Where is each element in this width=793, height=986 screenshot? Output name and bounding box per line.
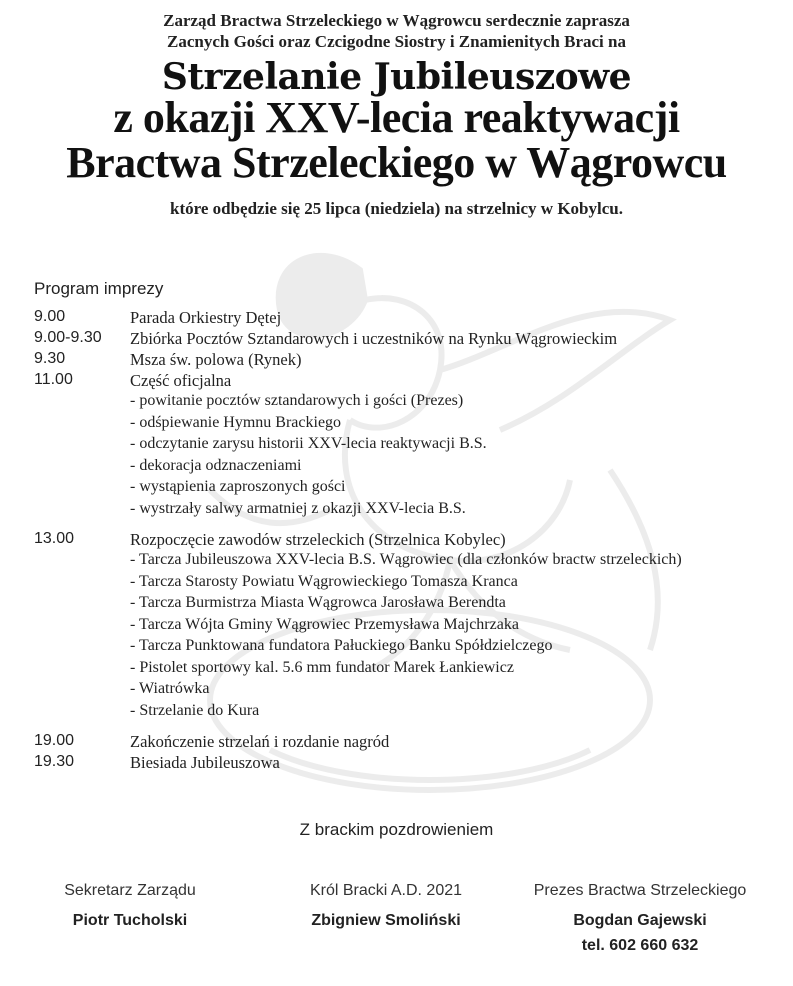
program-subitem-text: - Tarcza Starosty Powiatu Wągrowieckiego Tomasza Kranca [130,572,518,590]
program-subitem-text: - odśpiewanie Hymnu Brackiego [130,413,342,431]
program-gap [34,723,774,732]
program-subitem [34,392,774,414]
program-subitem-text: - Tarcza Jubileuszowa XXV-lecia B.S. Wągrowiec (dla członków bractw strzeleckich) [130,551,682,568]
program-gap [34,521,774,530]
program-event: Parada Orkiestry Dętej [130,308,282,327]
program-event: Rozpoczęcie zawodów strzeleckich (Strzelnica Kobylec) [130,530,506,549]
program-item [34,732,774,753]
program-subitem [34,457,774,479]
program-item [34,350,774,371]
program-event: Msza św. polowa (Rynek) [130,350,302,369]
program-subitem-text: - Tarcza Punktowana fundatora Pałuckiego Banku Spółdzielczego [130,637,553,654]
program-subitem-text: - wystrzały salwy armatniej z okazji XXV-lecia B.S. [130,499,466,517]
program-event: Zakończenie strzelań i rozdanie nagród [130,732,390,751]
signature-role: Sekretarz Zarządu [64,882,196,899]
program-item [34,371,774,392]
program-subitem [34,702,774,724]
invitation-line-1: Zarząd Bractwa Strzeleckiego w Wągrowcu serdecznie zaprasza [163,11,630,30]
signature-role: Prezes Bractwa Strzeleckiego [533,882,747,899]
program-time: 9.00-9.30 [34,329,102,346]
program-time: 19.30 [34,753,75,770]
program-subitem-text: - Pistolet sportowy kal. 5.6 mm fundator Marek Łankiewicz [130,658,514,676]
program-time: 9.00 [34,308,66,325]
program-subitem [34,680,774,702]
contact-phone: tel. 602 660 632 [581,937,699,954]
program-subitem-text: - Strzelanie do Kura [130,701,260,719]
signature-secretary [0,882,260,930]
program-list [34,308,774,774]
program-subitem [34,659,774,681]
program-subitem-text: - wystąpienia zaproszonych gości [130,478,346,495]
signature-name: Zbigniew Smoliński [311,912,461,929]
program-subitem [34,551,774,573]
event-date-line: które odbędzie się 25 lipca (niedziela) na strzelnicy w Kobylcu. [170,199,623,218]
program-subitem-text: - dekoracja odznaczeniami [130,456,302,474]
program-time: 9.30 [34,350,66,367]
program-subitem-text: - Tarcza Wójta Gminy Wągrowiec Przemysława Majchrzaka [130,615,519,633]
program-event: Część oficjalna [130,371,232,390]
program-subitem-text: - powitanie pocztów sztandarowych i gości (Prezes) [130,392,464,409]
event-title-line-3: Bractwa Strzeleckiego w Wągrowcu [66,138,727,187]
program-time: 19.00 [34,732,75,749]
program-event: Biesiada Jubileuszowa [130,753,280,772]
program-item [34,753,774,774]
signature-name: Piotr Tucholski [72,912,188,929]
program-time: 11.00 [34,371,73,388]
program-subitem-text: - odczytanie zarysu historii XXV-lecia reaktywacji B.S. [130,435,487,452]
signature-name: Bogdan Gajewski [573,912,707,929]
program-subitem-text: - Wiatrówka [130,680,210,697]
program-subitem [34,616,774,638]
signature-role: Król Bracki A.D. 2021 [309,882,463,899]
event-title-line-1: Strzelanie Jubileuszowe [161,56,632,98]
program-heading: Program imprezy [34,279,164,298]
program-item [34,530,774,551]
program-subitem [34,500,774,522]
program-item [34,329,774,350]
program-subitem [34,637,774,659]
program-subitem-text: - Tarcza Burmistrza Miasta Wągrowca Jarosława Berendta [130,594,506,611]
program-item [34,308,774,329]
signature-president [510,882,770,955]
invitation-line-2: Zacnych Gości oraz Czcigodne Siostry i Znamienitych Braci na [167,32,626,51]
signature-king [256,882,516,930]
program-subitem [34,414,774,436]
program-subitem [34,573,774,595]
program-subitem [34,594,774,616]
program-subitem [34,478,774,500]
invitation-header [0,10,793,219]
program-event: Zbiórka Pocztów Sztandarowych i uczestników na Rynku Wągrowieckim [130,329,618,348]
program-subitem [34,435,774,457]
program-time: 13.00 [34,530,75,547]
event-title-line-2: z okazji XXV-lecia reaktywacji [113,93,680,142]
greeting: Z brackim pozdrowieniem [299,820,494,839]
